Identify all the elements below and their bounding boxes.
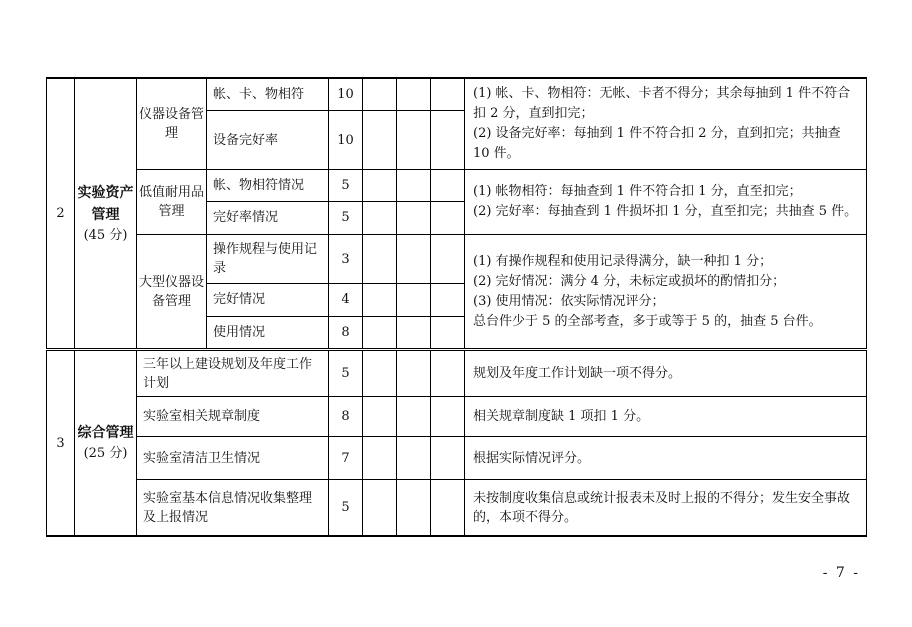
subcategory-label: 低值耐用品管理 — [137, 170, 207, 235]
blank-cell — [363, 350, 397, 397]
item-name: 完好率情况 — [207, 201, 329, 235]
item-score: 5 — [329, 480, 363, 536]
blank-cell — [363, 436, 397, 480]
blank-cell — [363, 284, 397, 317]
item-score: 8 — [329, 397, 363, 437]
table-row — [47, 170, 867, 202]
standard-line: (2) 完好情况：满分 4 分，未标定或损坏的酌情扣分； — [473, 273, 786, 289]
item-name: 实验室基本信息情况收集整理及上报情况 — [137, 480, 329, 536]
section-number: 3 — [47, 350, 75, 536]
blank-cell — [431, 235, 465, 284]
blank-cell — [397, 480, 431, 536]
category-score: (25 分) — [83, 446, 128, 462]
blank-cell — [397, 201, 431, 235]
standard-cell — [465, 235, 867, 350]
standard-line: (2) 完好率：每抽查到 1 件损坏扣 1 分，直至扣完；共抽查 5 件。 — [473, 204, 858, 220]
table-row — [47, 350, 867, 397]
item-name: 操作规程与使用记录 — [207, 235, 329, 284]
item-name: 帐、物相符情况 — [207, 170, 329, 202]
blank-cell — [397, 235, 431, 284]
blank-cell — [363, 111, 397, 170]
blank-cell — [431, 436, 465, 480]
item-score: 10 — [329, 78, 363, 111]
blank-cell — [431, 201, 465, 235]
standard-line: (2) 设备完好率：每抽到 1 件不符合扣 2 分，直到扣完；共抽查 10 件。 — [473, 126, 841, 162]
table-row — [47, 436, 867, 480]
standard-line: (3) 使用情况：依实际情况评分； — [473, 293, 665, 309]
blank-cell — [431, 78, 465, 111]
standard-cell — [465, 170, 867, 235]
blank-cell — [397, 78, 431, 111]
blank-cell — [363, 201, 397, 235]
item-score: 8 — [329, 316, 363, 350]
item-name: 三年以上建设规划及年度工作计划 — [137, 350, 329, 397]
standard-cell: 未按制度收集信息或统计报表未及时上报的不得分；发生安全事故的，本项不得分。 — [465, 480, 867, 536]
section-number: 2 — [47, 78, 75, 350]
blank-cell — [363, 480, 397, 536]
item-score: 7 — [329, 436, 363, 480]
item-score: 4 — [329, 284, 363, 317]
item-score: 10 — [329, 111, 363, 170]
item-name: 使用情况 — [207, 316, 329, 350]
blank-cell — [397, 350, 431, 397]
blank-cell — [431, 350, 465, 397]
blank-cell — [363, 78, 397, 111]
item-name: 完好情况 — [207, 284, 329, 317]
category-score: (45 分) — [83, 227, 128, 243]
page-number: - 7 - — [822, 565, 860, 581]
category-name: 综合管理 — [77, 425, 134, 442]
standard-cell — [465, 78, 867, 170]
subcategory-label: 大型仪器设备管理 — [137, 235, 207, 350]
table-row — [47, 480, 867, 536]
blank-cell — [397, 111, 431, 170]
table-row — [47, 78, 867, 111]
standard-cell: 根据实际情况评分。 — [465, 436, 867, 480]
standard-line: (1) 帐物相符：每抽查到 1 件不符合扣 1 分，直至扣完； — [473, 184, 802, 200]
category-cell — [75, 78, 137, 350]
blank-cell — [431, 284, 465, 317]
blank-cell — [397, 436, 431, 480]
standard-cell: 规划及年度工作计划缺一项不得分。 — [465, 350, 867, 397]
item-score: 3 — [329, 235, 363, 284]
blank-cell — [431, 316, 465, 350]
blank-cell — [397, 284, 431, 317]
category-name: 实验资产管理 — [77, 184, 134, 223]
blank-cell — [397, 316, 431, 350]
item-name: 设备完好率 — [207, 111, 329, 170]
table-row — [47, 235, 867, 284]
blank-cell — [431, 170, 465, 202]
blank-cell — [431, 397, 465, 437]
subcategory-label: 仪器设备管理 — [137, 78, 207, 170]
standard-line: 总台件少于 5 的全部考查，多于或等于 5 的，抽查 5 台件。 — [473, 313, 822, 329]
evaluation-table — [46, 77, 867, 537]
blank-cell — [363, 316, 397, 350]
table-row — [47, 397, 867, 437]
item-name: 实验室相关规章制度 — [137, 397, 329, 437]
blank-cell — [431, 480, 465, 536]
item-score: 5 — [329, 350, 363, 397]
standard-line: (1) 帐、卡、物相符：无帐、卡者不得分；其余每抽到 1 件不符合扣 2 分，直到扣完； — [473, 86, 851, 122]
item-score: 5 — [329, 201, 363, 235]
blank-cell — [363, 397, 397, 437]
item-name: 帐、卡、物相符 — [207, 78, 329, 111]
blank-cell — [363, 235, 397, 284]
blank-cell — [397, 397, 431, 437]
standard-line: (1) 有操作规程和使用记录得满分，缺一种扣 1 分； — [473, 253, 773, 269]
standard-cell: 相关规章制度缺 1 项扣 1 分。 — [465, 397, 867, 437]
blank-cell — [431, 111, 465, 170]
item-name: 实验室清洁卫生情况 — [137, 436, 329, 480]
blank-cell — [363, 170, 397, 202]
item-score: 5 — [329, 170, 363, 202]
category-cell — [75, 350, 137, 536]
blank-cell — [397, 170, 431, 202]
